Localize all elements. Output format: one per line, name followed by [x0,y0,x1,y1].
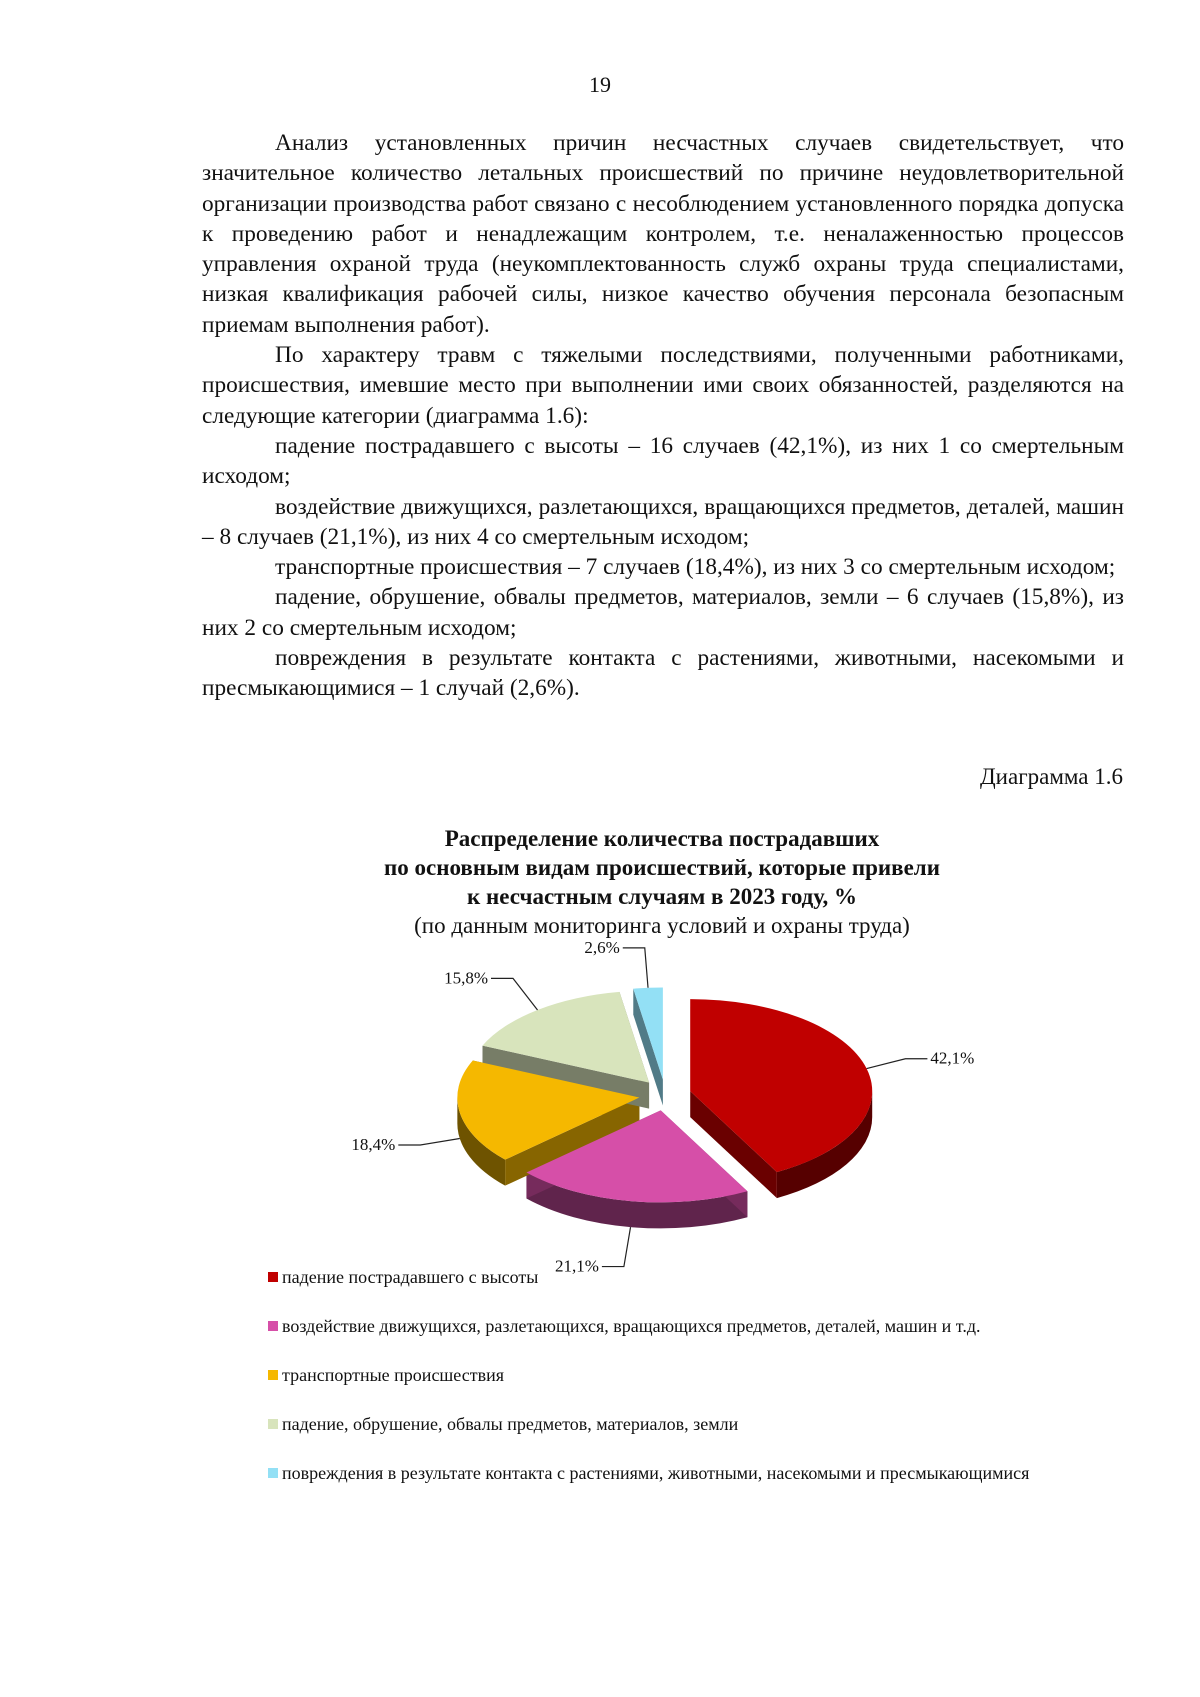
pie-leader-line [623,948,648,988]
legend-swatch [268,1370,278,1380]
paragraph: падение, обрушение, обвалы предметов, материалов, земли – 6 случаев (15,8%), из них 2 со смертельным исходом; [202,584,1124,641]
paragraph: По характеру травм с тяжелыми последствиями, полученными работниками, происшествия, имевшие место при выполнении ими своих обязанностей, разделяются на следующие категории (диаграмма 1.6): [202,342,1124,429]
chart-subtitle: (по данным мониторинга условий и охраны труда) [414,913,910,938]
paragraph: Анализ установленных причин несчастных случаев свидетельствует, что значительное количество летальных происшествий по причине неудовлетворительной организации производства работ связано с несоблюдением установленного порядка допуска к проведению работ и ненадлежащим контролем, т.е. неналаженностью процессов управления охраной труда (неукомплектованность служб охраны труда специалистами, низкая квалификация рабочей силы, низкое качество обучения персонала безопасным приемам выполнения работ). [202,130,1124,338]
legend-label: транспортные происшествия [282,1365,504,1385]
chart-title-block [200,824,1124,940]
paragraph: падение пострадавшего с высоты – 16 случаев (42,1%), из них 1 со смертельным исходом; [202,432,1124,490]
pie-data-label: 2,6% [584,937,620,957]
legend-item [268,1266,1128,1288]
pie-data-label: 21,1% [554,1256,599,1276]
paragraph: повреждения в результате контакта с растениями, животными, насекомыми и пресмыкающимися – 1 случай (2,6%). [202,645,1124,702]
legend-label: повреждения в результате контакта с растениями, животными, насекомыми и пресмыкающимися [282,1463,1030,1483]
pie-leader-line [491,978,538,1010]
pie-leader-line [867,1059,928,1069]
paragraph: транспортные происшествия – 7 случаев (18,4%), из них 3 со смертельным исходом; [275,554,1116,581]
legend-swatch [268,1419,278,1429]
pie-chart-svg [300,937,1000,1276]
diagram-label: Диаграмма 1.6 [979,764,1123,789]
pie-chart [300,937,1000,1276]
legend-swatch [268,1272,278,1282]
legend-label: падение, обрушение, обвалы предметов, материалов, земли [282,1414,739,1434]
body-text [202,128,1124,704]
legend-swatch [268,1321,278,1331]
pie-data-label: 18,4% [351,1135,396,1155]
page-number: 19 [589,72,611,97]
legend-item [268,1462,1128,1484]
legend-item [268,1315,1128,1337]
legend-label: воздействие движущихся, разлетающихся, вращающихся предметов, деталей, машин и т.д. [282,1316,981,1336]
legend-item [268,1413,1128,1435]
paragraph: воздействие движущихся, разлетающихся, вращающихся предметов, деталей, машин – 8 случаев (21,1%), из них 4 со смертельным исходом; [202,493,1124,550]
legend-swatch [268,1468,278,1478]
pie-data-label: 42,1% [930,1048,975,1068]
legend-item [268,1364,1128,1386]
legend-label: падение пострадавшего с высоты [282,1267,539,1287]
pie-data-label: 15,8% [444,968,488,988]
pie-leader-line [602,1227,631,1266]
chart-title: Распределение количества пострадавших по основным видам происшествий, которые привели к несчастным случаям в 2023 году, % [384,826,940,909]
pie-leader-line [398,1138,459,1145]
chart-legend [268,1266,1128,1511]
